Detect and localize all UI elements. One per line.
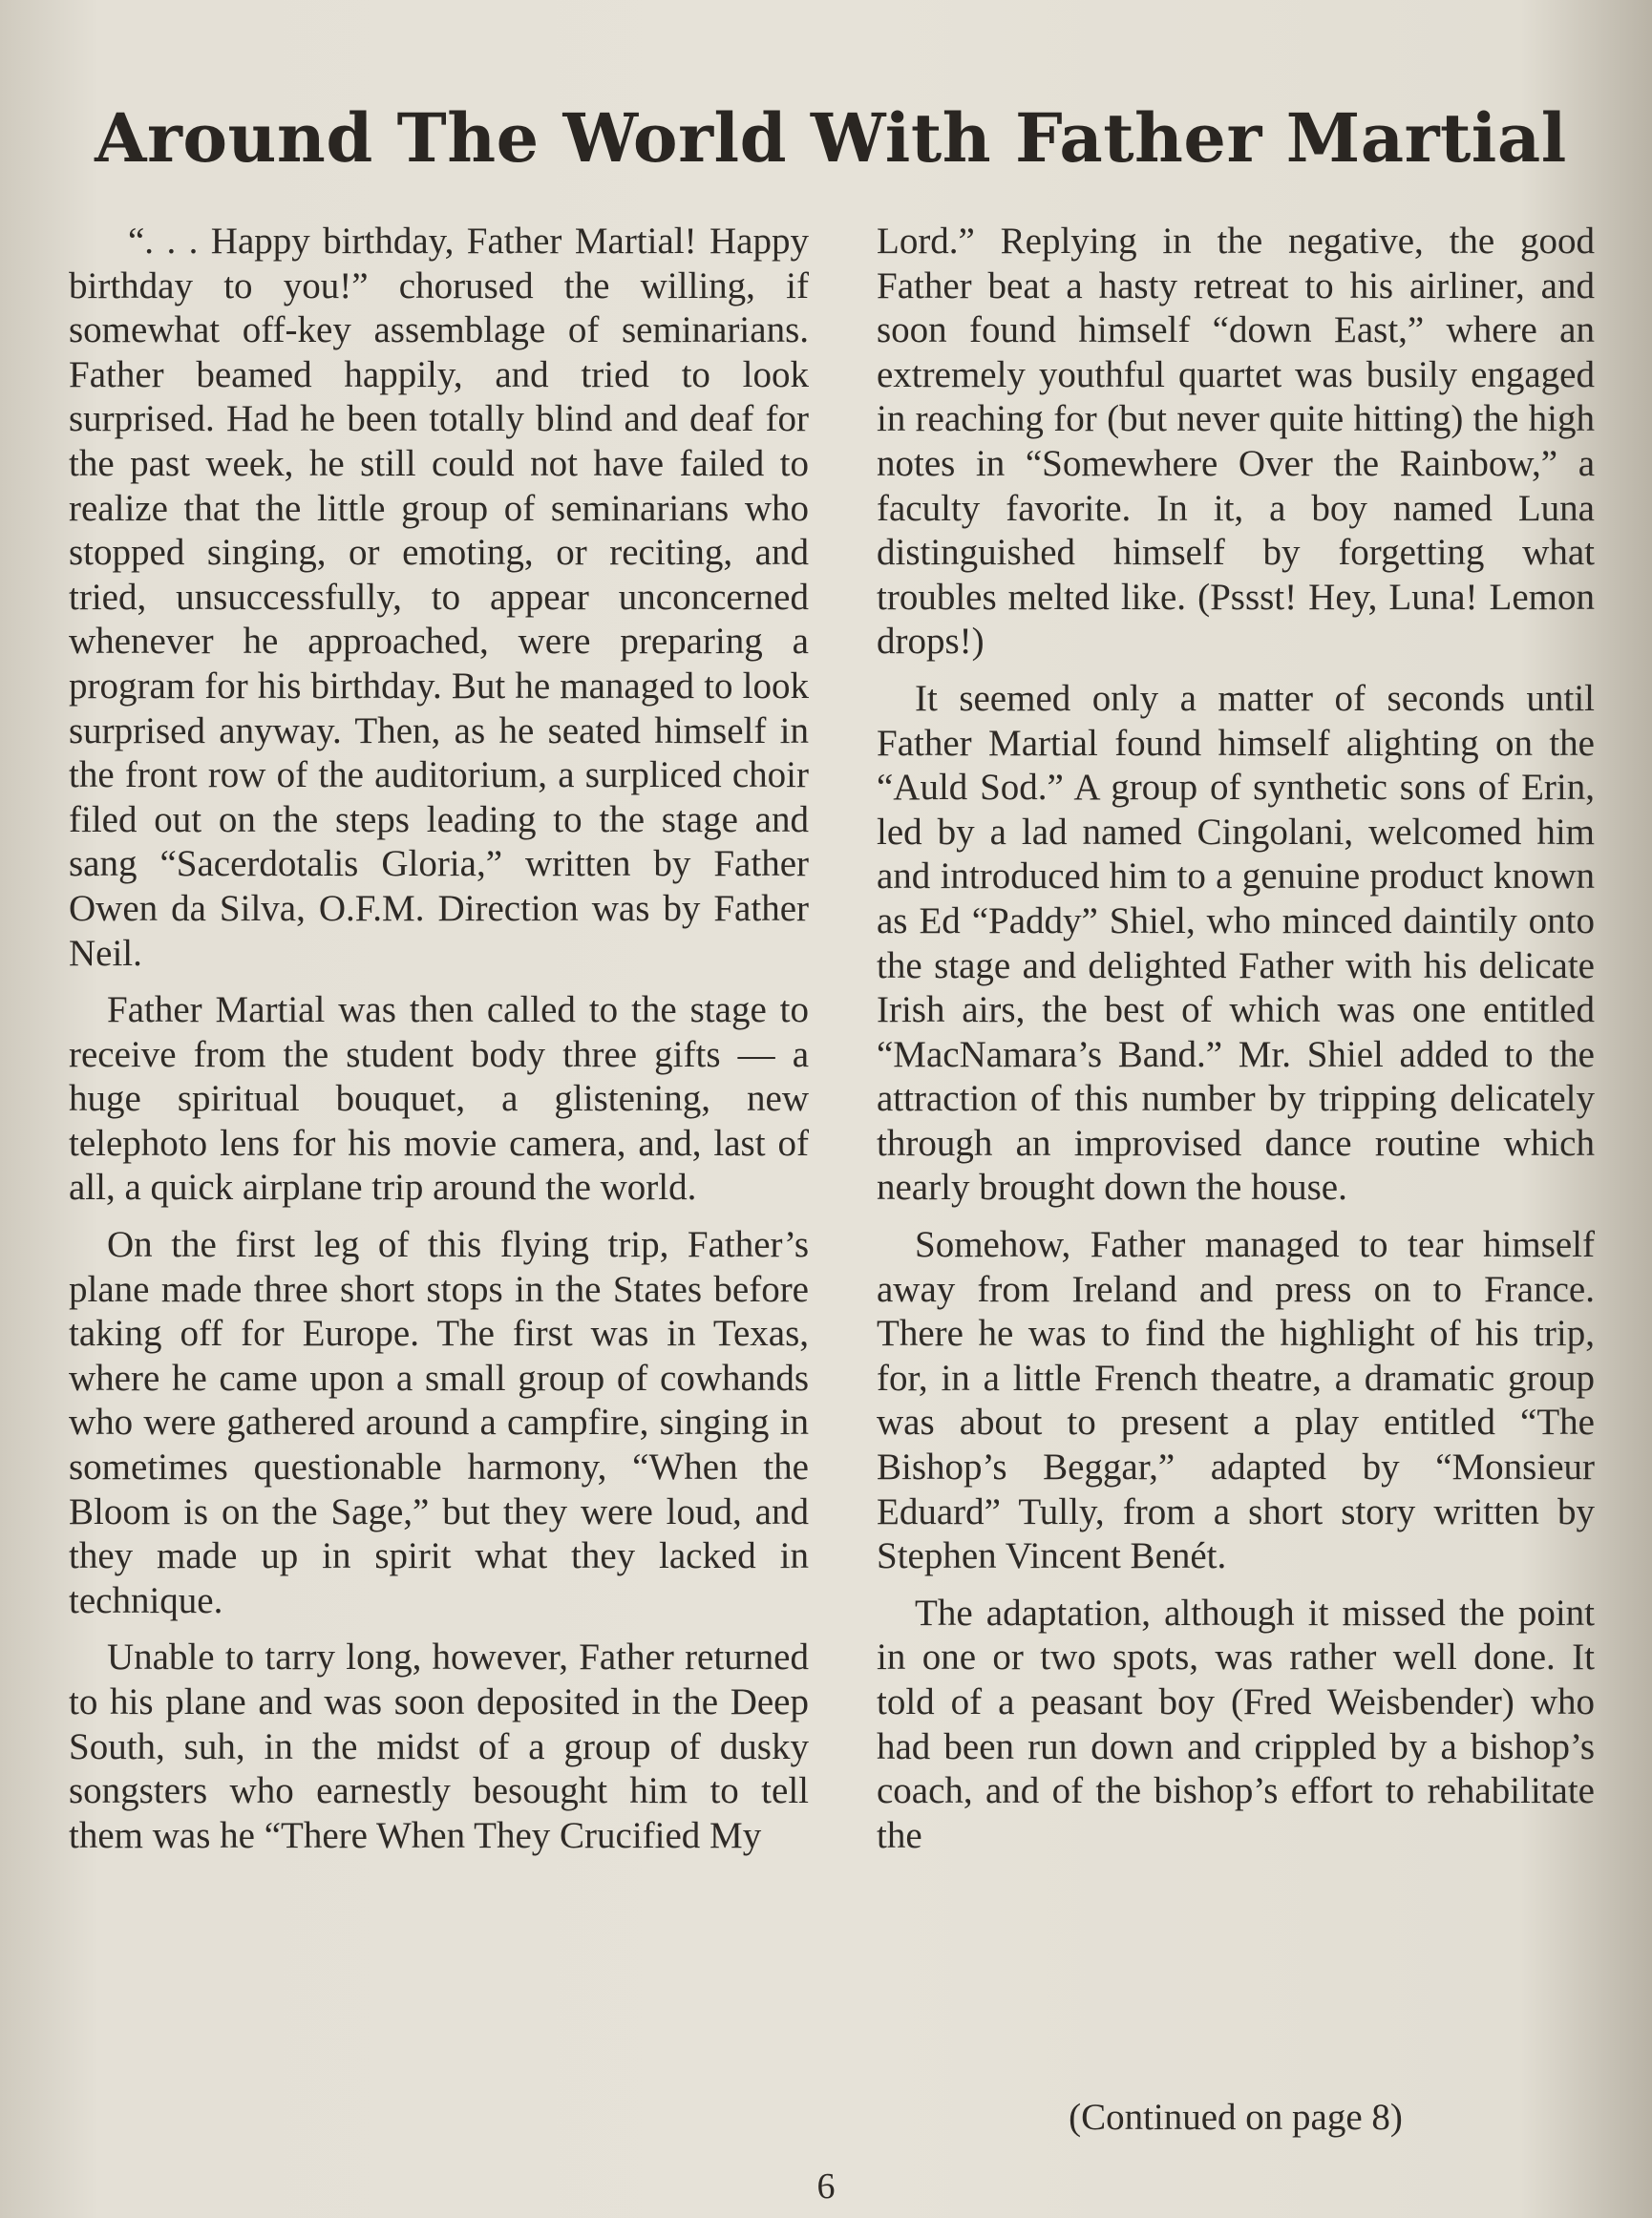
- paragraph: “. . . Happy birthday, Father Martial! Happy birthday to you!” chorused the willing, if somewhat off-key assemblage of seminarians. Father beamed happily, and tried to look surprised. Had he been totally blind and deaf for the past week, he still could not have failed to realize that the little group of seminarians who stopped singing, or emoting, or reciting, and tried, unsuccessfully, to appear unconcerned whenever he approached, were preparing a program for his birthday. But he managed to look surprised anyway. Then, as he seated himself in the front row of the auditorium, a surpliced choir filed out on the steps leading to the stage and sang “Sacerdotalis Gloria,” written by Father Owen da Silva, O.F.M. Direction was by Father Neil.: [69, 221, 809, 974]
- page-number: 6: [816, 2166, 836, 2207]
- paragraph: Father Martial was then called to the stage to receive from the student body three gifts — a huge spiritual bouquet, a glistening, new telephoto lens for his movie camera, and, last of all, a quick airplane trip around the world.: [69, 989, 809, 1209]
- article-title: Around The World With Father Martial: [95, 98, 1567, 178]
- paragraph: Lord.” Replying in the negative, the good Father beat a hasty retreat to his airliner, and soon found himself “down East,” where an extremely youthful quartet was busily engaged in reaching for (but never quite hitting) the high notes in “Somewhere Over the Rainbow,” a faculty favorite. In it, a boy named Luna distinguished himself by forgetting what troubles melted like. (Pssst! Hey, Luna! Lemon drops!): [877, 221, 1595, 663]
- paragraph: The adaptation, although it missed the point in one or two spots, was rather well done. It told of a peasant boy (Fred Weisbender) who had been run down and crippled by a bishop’s coach, and of the bishop’s effort to rehabilitate the: [877, 1592, 1595, 1856]
- right-column: [877, 220, 1595, 1870]
- continued-note: (Continued on page 8): [1069, 2097, 1403, 2138]
- paragraph: Somehow, Father managed to tear himself away from Ireland and press on to France. There he was to find the highlight of his trip, for, in a little French theatre, a dramatic group was about to present a play entitled “The Bishop’s Beggar,” adapted by “Monsieur Eduard” Tully, from a short story written by Stephen Vincent Benét.: [877, 1224, 1595, 1577]
- left-column: [69, 220, 809, 1870]
- paragraph: Unable to tarry long, however, Father returned to his plane and was soon deposited in the Deep South, suh, in the midst of a group of dusky songsters who earnestly besought him to tell them was he “There When They Crucified My: [69, 1637, 809, 1856]
- paragraph: On the first leg of this flying trip, Father’s plane made three short stops in the States before taking off for Europe. The first was in Texas, where he came upon a small group of cowhands who were gathered around a campfire, singing in sometimes questionable harmony, “When the Bloom is on the Sage,” but they were loud, and they made up in spirit what they lacked in technique.: [69, 1224, 809, 1621]
- paragraph: It seemed only a matter of seconds until Father Martial found himself alighting on the “Auld Sod.” A group of synthetic sons of Erin, led by a lad named Cingolani, welcomed him and introduced him to a genuine product known as Ed “Paddy” Shiel, who minced daintily onto the stage and delighted Father with his delicate Irish airs, the best of which was one entitled “MacNamara’s Band.” Mr. Shiel added to the attraction of this number by tripping delicately through an improvised dance routine which nearly brought down the house.: [877, 677, 1595, 1209]
